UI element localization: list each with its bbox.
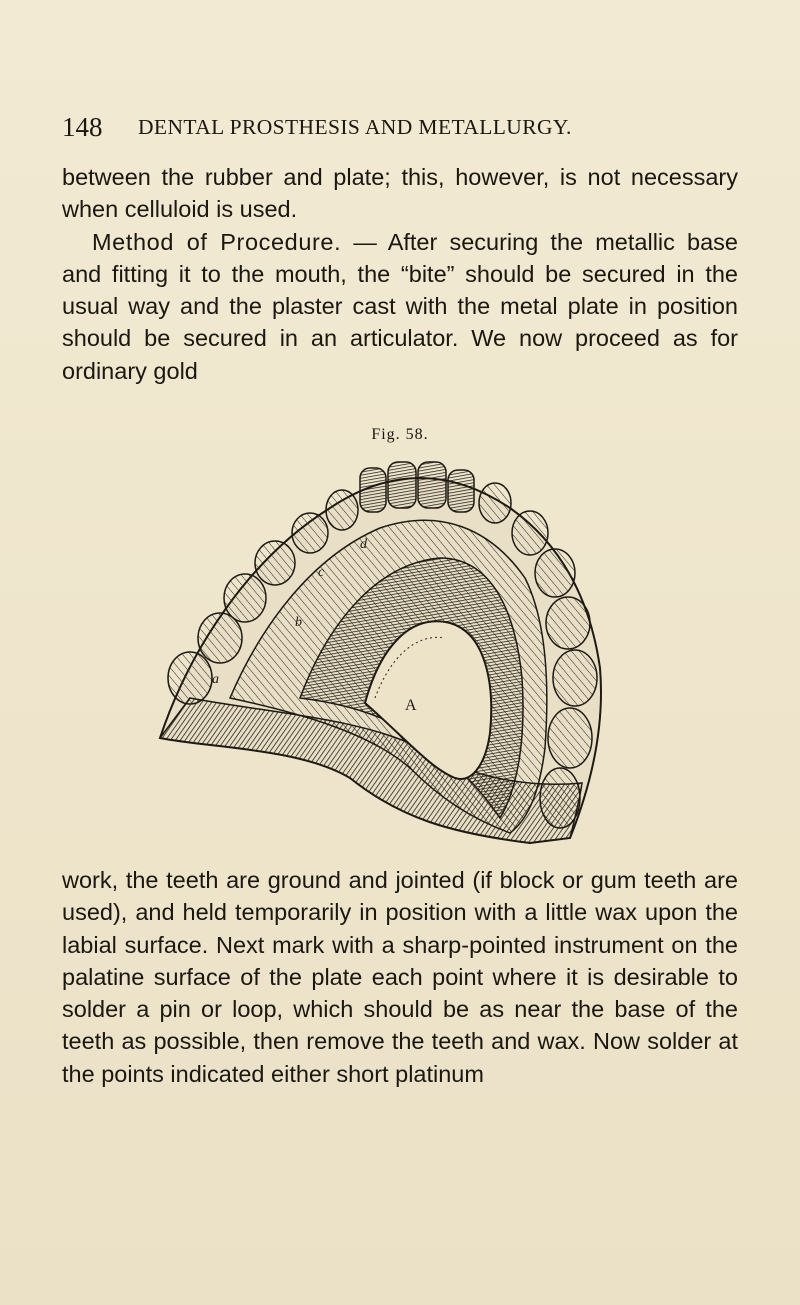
method-paragraph-body: — After securing the metallic base and fitting it to the mouth, the “bite” should be secured in the usual way and the plaster cast with the metal plate in position should be secured in an articulator. We now proceed as for ordinary gold [62,228,738,384]
label-d: d [360,537,367,552]
label-a: a [212,672,219,687]
page-header [62,112,742,146]
label-b: b [295,615,302,630]
label-c: c [318,565,325,580]
bottom-text-block [62,864,738,1090]
section-heading: Method of Procedure. [92,228,342,255]
page-number: 148 [62,112,103,142]
dental-plate-illustration [150,448,610,848]
figure-caption: Fig. 58. [371,426,429,443]
running-title: DENTAL PROSTHESIS AND METALLURGY. [138,115,572,139]
illustration-svg [150,448,610,848]
label-A: A [405,697,417,714]
continued-paragraph-2: work, the teeth are ground and jointed (if block or gum teeth are used), and held temporarily in position with a little wax upon the labial surface. Next mark with a sharp-pointed instrument on the palatine surface of the plate each point where it is desirable to solder a pin or loop, which should be as near the base of the teeth as possible, then remove the teeth and wax. Now solder at the points indicated either short platinum [62,867,738,1087]
continued-paragraph: between the rubber and plate; this, however, is not necessary when celluloid is used. [62,164,738,223]
method-paragraph [62,226,738,387]
top-text-block [62,161,738,387]
